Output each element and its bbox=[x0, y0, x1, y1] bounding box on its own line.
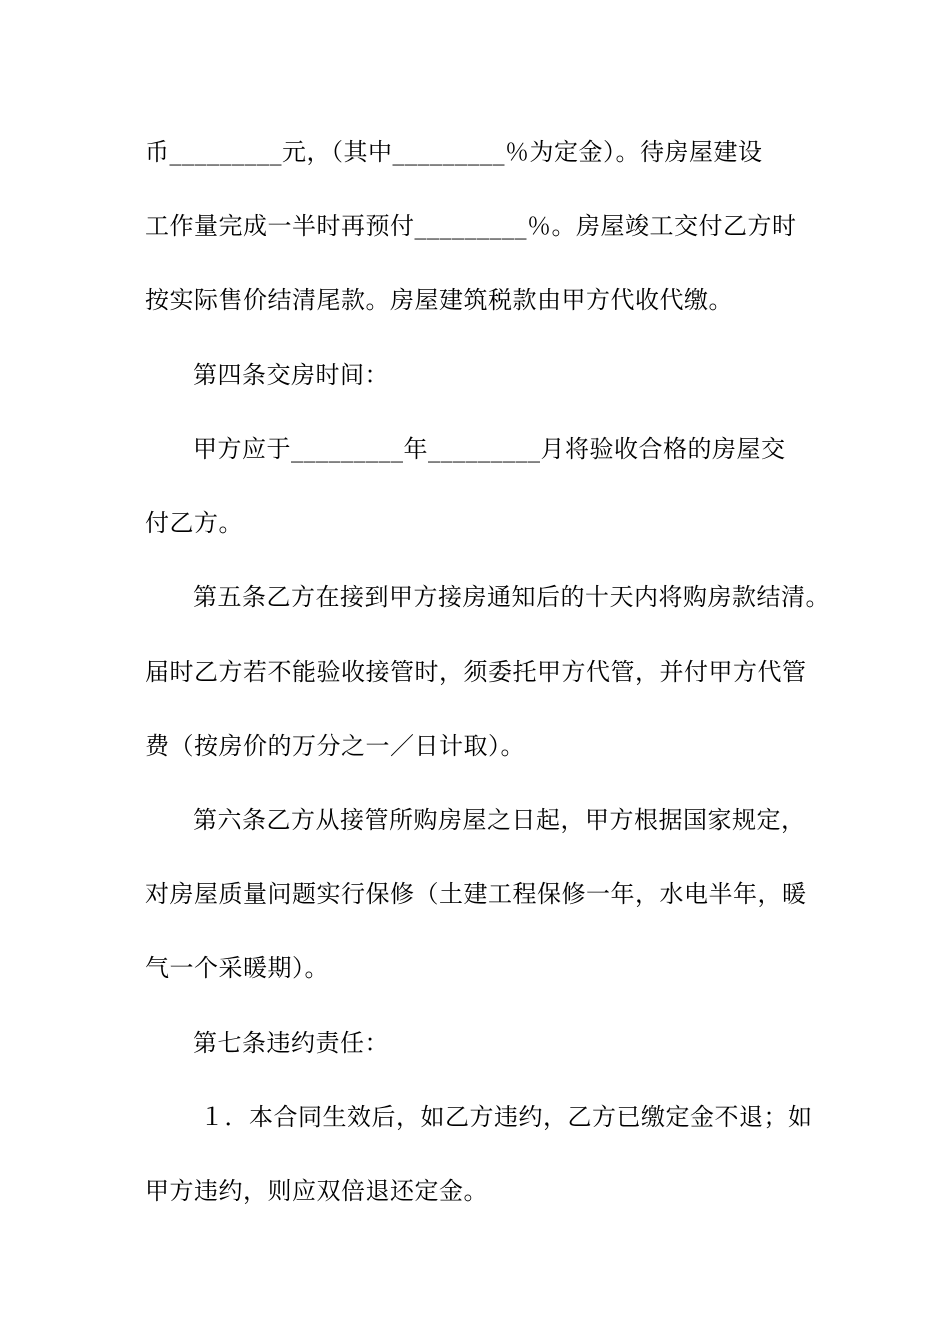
text-line-8: 届时乙方若不能验收接管时，须委托甲方代管，并付甲方代管 bbox=[145, 658, 807, 686]
text-line-3: 按实际售价结清尾款。房屋建筑税款由甲方代收代缴。 bbox=[145, 286, 733, 314]
text-line-11: 对房屋质量问题实行保修（土建工程保修一年，水电半年，暖 bbox=[145, 880, 807, 908]
text-line-6: 付乙方。 bbox=[145, 509, 243, 537]
text-line-5: 甲方应于_________年_________月将验收合格的房屋交 bbox=[193, 435, 786, 463]
article-7-heading: 第七条违约责任： bbox=[193, 1029, 389, 1057]
text-line-2: 工作量完成一半时再预付_________％。房屋竣工交付乙方时 bbox=[145, 212, 797, 240]
text-line-1: 币_________元，（其中_________％为定金）。待房屋建设 bbox=[145, 138, 763, 166]
text-line-12: 气一个采暖期）。 bbox=[145, 954, 329, 982]
article-4-heading: 第四条交房时间： bbox=[193, 361, 389, 389]
text-line-15: 甲方违约，则应双倍退还定金。 bbox=[145, 1177, 488, 1205]
article-7-item-1: １．本合同生效后，如乙方违约，乙方已缴定金不退；如 bbox=[200, 1103, 813, 1131]
article-6-paragraph: 第六条乙方从接管所购房屋之日起，甲方根据国家规定， bbox=[193, 806, 806, 834]
text-line-9: 费（按房价的万分之一／日计取）。 bbox=[145, 732, 525, 760]
article-5-paragraph: 第五条乙方在接到甲方接房通知后的十天内将购房款结清。 bbox=[193, 583, 830, 611]
